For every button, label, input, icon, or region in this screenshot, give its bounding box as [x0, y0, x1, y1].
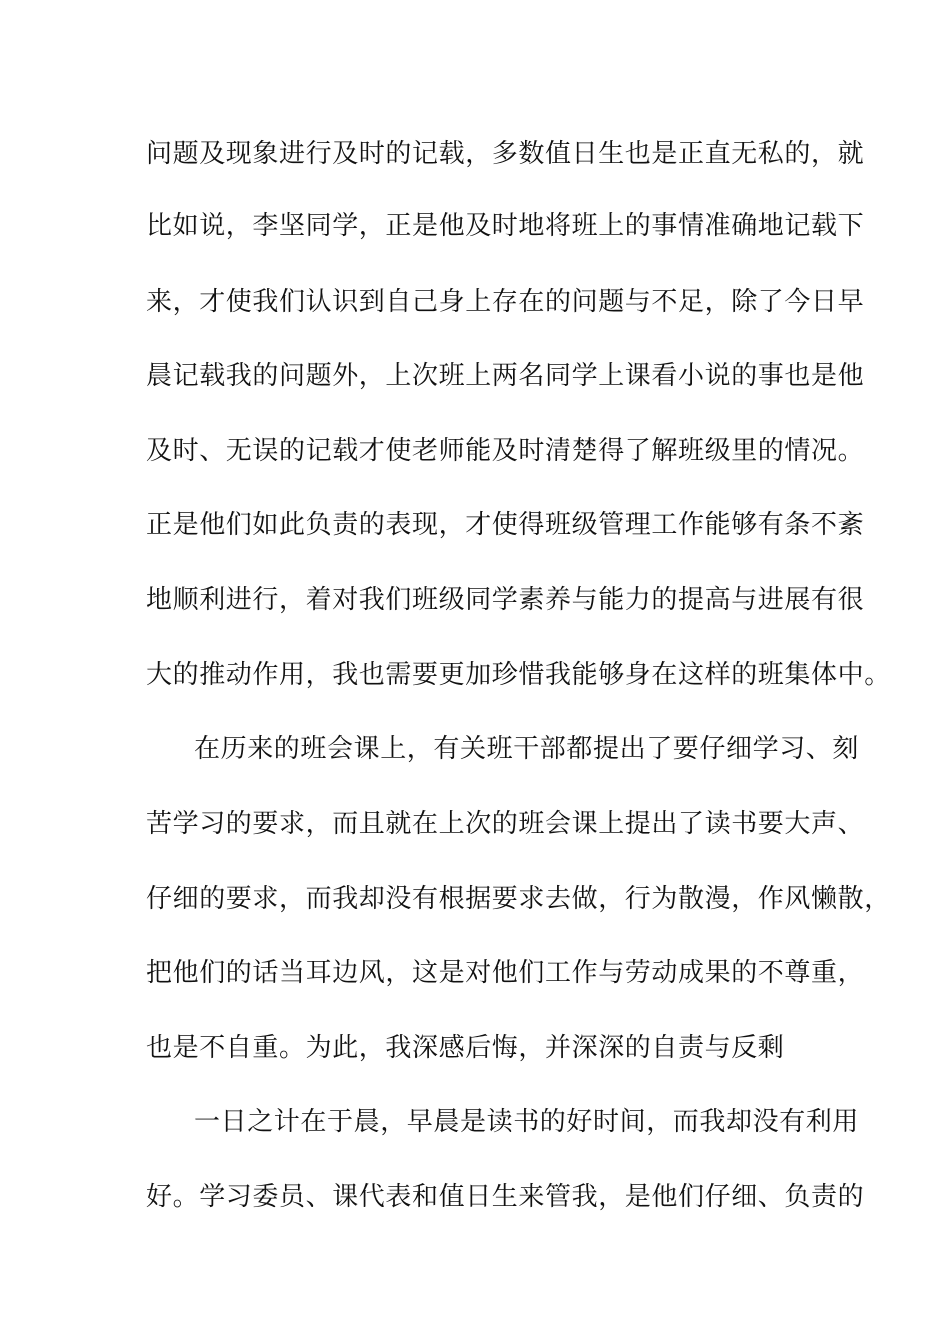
text-line: 大的推动作用，我也需要更加珍惜我能够身在这样的班集体中。: [146, 660, 891, 690]
text-line: 比如说，李坚同学，正是他及时地将班上的事情准确地记载下: [146, 211, 865, 241]
text-line: 地顺利进行，着对我们班级同学素养与能力的提高与进展有很: [146, 585, 865, 615]
text-line: 问题及现象进行及时的记载，多数值日生也是正直无私的，就: [146, 139, 865, 169]
paragraph-first-line: 一日之计在于晨，早晨是读书的好时间，而我却没有利用: [194, 1107, 860, 1137]
text-line: 来，才使我们认识到自己身上存在的问题与不足，除了今日早: [146, 287, 865, 317]
text-line: 好。学习委员、课代表和值日生来管我，是他们仔细、负责的: [146, 1182, 865, 1212]
paragraph-first-line: 在历来的班会课上，有关班干部都提出了要仔细学习、刻: [194, 734, 860, 764]
text-line: 也是不自重。为此，我深感后悔，并深深的自责与反剩: [146, 1033, 785, 1063]
text-line: 及时、无误的记载才使老师能及时清楚得了解班级里的情况。: [146, 436, 865, 466]
text-line: 把他们的话当耳边风，这是对他们工作与劳动成果的不尊重，: [146, 958, 865, 988]
text-line: 晨记载我的问题外，上次班上两名同学上课看小说的事也是他: [146, 361, 865, 391]
text-line: 正是他们如此负责的表现，才使得班级管理工作能够有条不紊: [146, 510, 865, 540]
text-line: 苦学习的要求，而且就在上次的班会课上提出了读书要大声、: [146, 809, 865, 839]
text-line: 仔细的要求，而我却没有根据要求去做，行为散漫，作风懒散，: [146, 884, 891, 914]
